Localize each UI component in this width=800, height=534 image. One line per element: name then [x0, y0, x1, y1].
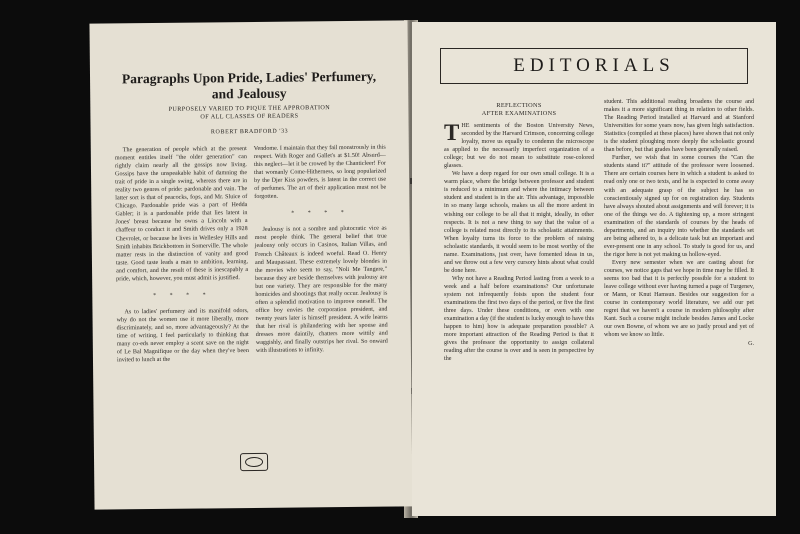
editorial-subhead: REFLECTIONS AFTER EXAMINATIONS: [481, 102, 557, 117]
paragraph: The generation of people which at the present moment entitles itself "the older generation" can rightly claim nearly all the gossips now living. Gossips have the unspeakable habit of damning the trait of pride in a single swing, whereas there are in reality two genres of pride: pardonable and vain. The latter sort is that of peacocks, fops, and Mr. Sluice of Chicago. Pardonable pride was a part of Hedda Gabler; it is a pardonable pride that lies latent in Jones' breast because he owns a Lincoln with a chaffeur to conduct it and Smith drives only a 1928 Chevrolet, or because he lives in Wellesley Hills and Smith inhabits Brickbottom in Somerville. The whole matter rests in the distinction of vanity and good taste. Good taste leads a man to ambition, learning, and comfort, and the result of these is inescapably a pride, which, however, you must admit is justified.: [114, 146, 249, 283]
paragraph: We have a deep regard for our own small college. It is a warm place, where the bridge between professor and student is reduced to a minimum and where the intimacy between student and student is in the air. This advantage, impossible in so many large schools, makes us all the more ardent in wishing our college to be all that it might, ideally, in other respects. It is not a new thing to say that the value of a college is related most directly to its scholastic attainments. When loyalty turns its force to the problem of raising scholastic standards, it would seem to be most worthy of the name. Examinations, just over, have fomented ideas in us, and we throw out a few very cursory hints about what could be done here.: [444, 171, 594, 274]
paragraph: Why not have a Reading Period lasting from a week to a week and a half before examinations? Our unfortunate system not infrequently foists upon the student four examinations the first two days of the period, or five the first three days. Under these conditions, or even with one examination a day (if the student is lucky enough to have this happen to him) how is adequate preparation possible? A more important attraction of the Reading Period is that it gives the professor the opportunity to assign collateral reading after the course is over and is seen in perspective by the: [444, 275, 594, 363]
editorial-signoff: G.: [748, 341, 754, 348]
left-column-1: [115, 145, 249, 365]
decorative-ornament-icon: [240, 453, 268, 471]
paragraph: As to ladies' perfumery and its manifold odors, why do not the women use it more liberally, more discriminately, and so, more advantageously? At the time of writing, I feel particularly to thinking that many co-eds never employ a scent save on the night of Le Bal Magnifique or the day when they've been invited to lunch at the: [116, 307, 249, 364]
paragraph: student. This additional reading broadens the course and makes it a more significant thing in relation to other fields. The Reading Period installed at Harvard and at Stanford Universities for some years now, has given high satisfaction. Statistics (compiled at these places) have shown that not only is the student ploughing more deeply the scholastic ground than before, but that grades have been generally raised.: [604, 99, 754, 154]
article-title: Paragraphs Upon Pride, Ladies' Perfumery, and Jealousy: [121, 68, 377, 102]
section-divider: * * * *: [291, 210, 350, 217]
right-column-1: [444, 122, 594, 363]
paragraph: Further, we wish that in some courses the "Can the students stand it?" attitude of the professor were loosened. There are certain courses here in which a student is asked to read only one or two texts, and he is expected to come away with an adequate grasp of the subject he has so conscientiously signed up for on registration day. Students have always shouted about assignments and will forever; it is one of the things we do. A tightening up, a more stringent examination of the standards of courses by the heads of departments, and an inquiry into whether the standards set are being adhered to, is a delicate task but an important and ever-present one in any school. To study is good for us, and the rigor here is not yet making us hollow-eyed.: [604, 155, 754, 258]
article-deck: PURPOSELY VARIED TO PIQUE THE APPROBATION OF ALL CLASSES OF READERS: [168, 104, 331, 121]
paragraph: Vendome. I maintain that they fail monstrously in this respect. With Roger and Gallet's at $1.50! Absurd—this neglect—let it be crowed by the Chanticleer! For that womanly Come-Hitherness, so long popularized by the Djer Kiss powders, is latent in the correct use of perfumes. The art of their application must not be forgotten.: [253, 144, 387, 201]
editorials-masthead: EDITORIALS: [440, 48, 748, 84]
left-page: [89, 20, 412, 509]
byline: ROBERT BRADFORD '33: [210, 128, 289, 136]
left-column-2: [254, 144, 388, 355]
paragraph: Jealousy is not a sombre and plutocratic vice as most people think. The general belief that true jealousy only occurs in Casinos, Italian Villas, and French Châteaux is indeed woeful. Read O. Henry and Maupassant. These extremely lovely blondes in the movies who seem to say, "Noli Me Tangere," because they are beside themselves with jealousy are but one variety. They are responsible for the many homicides and shootings that really occur. Jealousy is often a splendid motivation to improve oneself. The office boy envies the corporation president, and twenty years later is himself president. A wife learns that her rival is philandering with her spouse and dresses more daintily, chatters more wittily and waggishly, and finally outstrips her rival. So onward with illustrations to infinity.: [254, 225, 388, 355]
drop-cap: T: [444, 120, 460, 145]
paragraph: Every new semester when we are casting about for courses, we notice gaps that we hope in time may be filled. It seems too bad that it is perfectly possible for a student to leave college without ever having turned a page of Turgenev, or Mann, or Knut Hamsun. Besides our suggestion for a course in contemporary world literature, we add our pet regret that we haven't a course in modern philosophy after Kant. Such a course might include besides James and Locke our own Bowne, of whom we are so justly proud and yet of whom we know so little.: [604, 259, 754, 339]
right-column-2: [604, 98, 754, 348]
right-page: [412, 22, 776, 516]
paragraph: THE sentiments of the Boston University News, seconded by the Harvard Crimson, concerning college loyalty, move us equally to condemn the microscope as applied to the necessarily imperfect organization of a college; but we do not mean to substitute rose-colored glasses.: [444, 120, 594, 170]
section-divider: * * * *: [153, 292, 212, 299]
